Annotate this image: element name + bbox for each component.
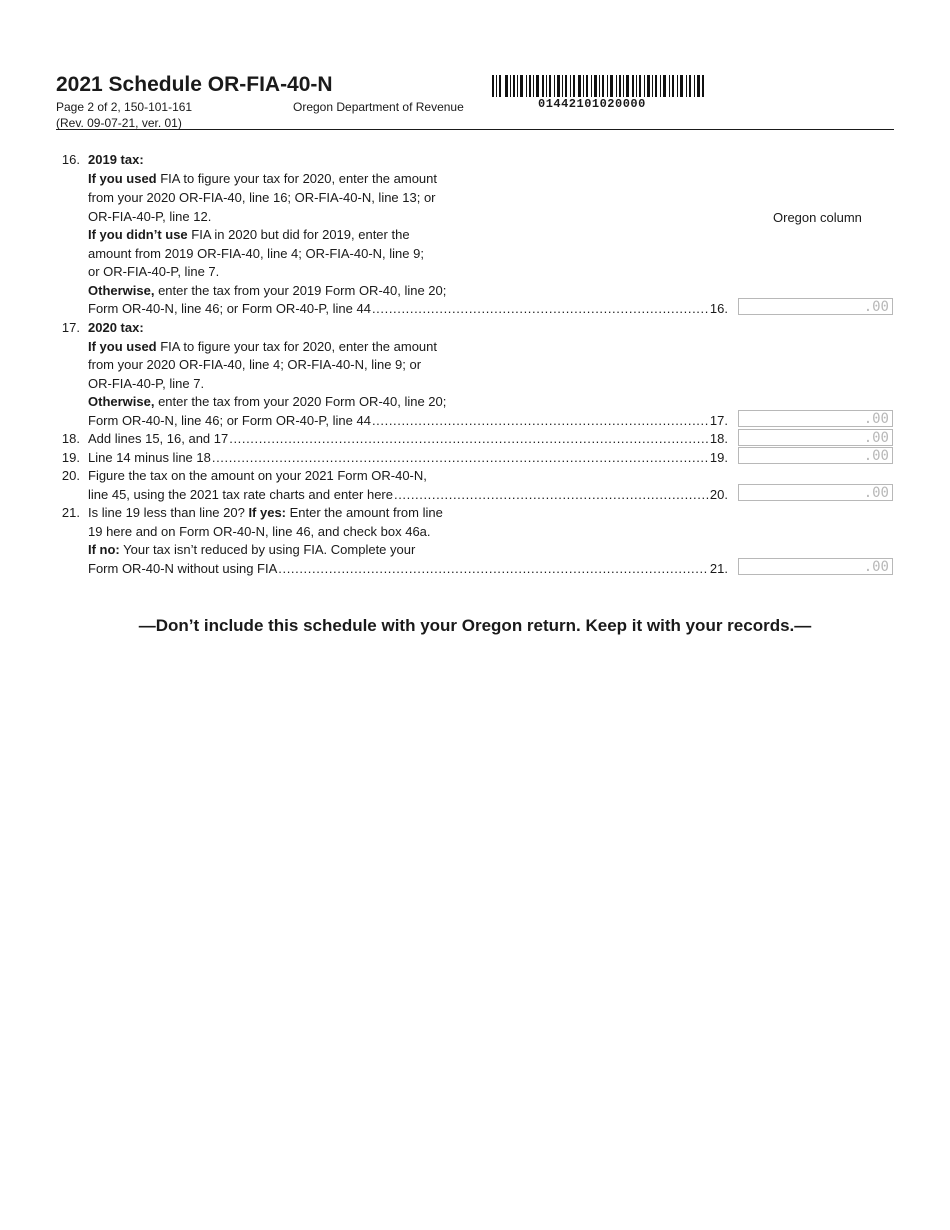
page-info: Page 2 of 2, 150-101-161 bbox=[56, 100, 193, 114]
line-17-ref: 17. bbox=[709, 413, 728, 428]
line-17-leader: Form OR-40-N, line 46; or Form OR-40-P, line 44 ..... 17. bbox=[88, 413, 728, 428]
line-20-amount-field[interactable]: .00 bbox=[738, 484, 893, 501]
line-21-text: Is line 19 less than line 20? If yes: Enter the amount from line bbox=[88, 505, 443, 520]
header-divider bbox=[56, 129, 894, 130]
page-title: 2021 Schedule OR-FIA-40-N bbox=[56, 73, 333, 96]
barcode-number: 01442101020000 bbox=[538, 97, 646, 111]
line-19-number: 19. bbox=[61, 450, 80, 465]
footer-notice: —Don’t include this schedule with your Oregon return. Keep it with your records.— bbox=[138, 616, 812, 635]
line-17-text: Otherwise, enter the tax from your 2020 Form OR-40, line 20; bbox=[88, 394, 447, 409]
line-20-ref: 20. bbox=[709, 487, 728, 502]
line-21-text: If no: Your tax isn’t reduced by using FIA. Complete your bbox=[88, 542, 416, 557]
agency-name: Oregon Department of Revenue bbox=[293, 100, 464, 114]
line-16-amount-field[interactable]: .00 bbox=[738, 298, 893, 315]
line-20-text: Figure the tax on the amount on your 2021 Form OR-40-N, bbox=[88, 468, 427, 483]
line-18-leader: Add lines 15, 16, and 17 ..... 18. bbox=[88, 431, 728, 446]
line-17-amount-field[interactable]: .00 bbox=[738, 410, 893, 427]
line-16-text: from your 2020 OR-FIA-40, line 16; OR-FIA-40-N, line 13; or bbox=[88, 190, 436, 205]
line-16-text: If you used FIA to figure your tax for 2020, enter the amount bbox=[88, 171, 438, 186]
line-21-leader: Form OR-40-N without using FIA ..... 21. bbox=[88, 561, 728, 576]
barcode-icon bbox=[492, 75, 704, 97]
line-19-leader: Line 14 minus line 18 ..... 19. bbox=[88, 450, 728, 465]
column-header: Oregon column bbox=[773, 210, 862, 225]
line-16-heading: 2019 tax: bbox=[88, 152, 144, 167]
line-18-amount-field[interactable]: .00 bbox=[738, 429, 893, 446]
line-21-amount-field[interactable]: .00 bbox=[738, 558, 893, 575]
revision-info: (Rev. 09-07-21, ver. 01) bbox=[56, 116, 182, 130]
line-16-text: Otherwise, enter the tax from your 2019 Form OR-40, line 20; bbox=[88, 283, 447, 298]
line-18-ref: 18. bbox=[709, 431, 728, 446]
line-16-ref: 16. bbox=[709, 301, 728, 316]
line-18-number: 18. bbox=[61, 431, 80, 446]
line-21-number: 21. bbox=[61, 505, 80, 520]
line-17-text: OR-FIA-40-P, line 7. bbox=[88, 376, 205, 391]
line-19-ref: 19. bbox=[709, 450, 728, 465]
line-16-leader: Form OR-40-N, line 46; or Form OR-40-P, line 44 ..... 16. bbox=[88, 301, 728, 316]
line-21-ref: 21. bbox=[709, 561, 728, 576]
line-17-number: 17. bbox=[61, 320, 80, 335]
line-17-heading: 2020 tax: bbox=[88, 320, 144, 335]
line-21-text: 19 here and on Form OR-40-N, line 46, and check box 46a. bbox=[88, 524, 431, 539]
line-19-amount-field[interactable]: .00 bbox=[738, 447, 893, 464]
line-20-leader: line 45, using the 2021 tax rate charts and enter here ..... 20. bbox=[88, 487, 728, 502]
line-16-text: OR-FIA-40-P, line 12. bbox=[88, 209, 212, 224]
line-20-number: 20. bbox=[61, 468, 80, 483]
line-16-text: amount from 2019 OR-FIA-40, line 4; OR-FIA-40-N, line 9; bbox=[88, 246, 424, 261]
line-16-number: 16. bbox=[61, 152, 80, 167]
line-17-text: If you used FIA to figure your tax for 2020, enter the amount bbox=[88, 339, 438, 354]
line-16-text: If you didn’t use FIA in 2020 but did for 2019, enter the bbox=[88, 227, 410, 242]
line-16-text: or OR-FIA-40-P, line 7. bbox=[88, 264, 220, 279]
line-17-text: from your 2020 OR-FIA-40, line 4; OR-FIA-40-N, line 9; or bbox=[88, 357, 422, 372]
